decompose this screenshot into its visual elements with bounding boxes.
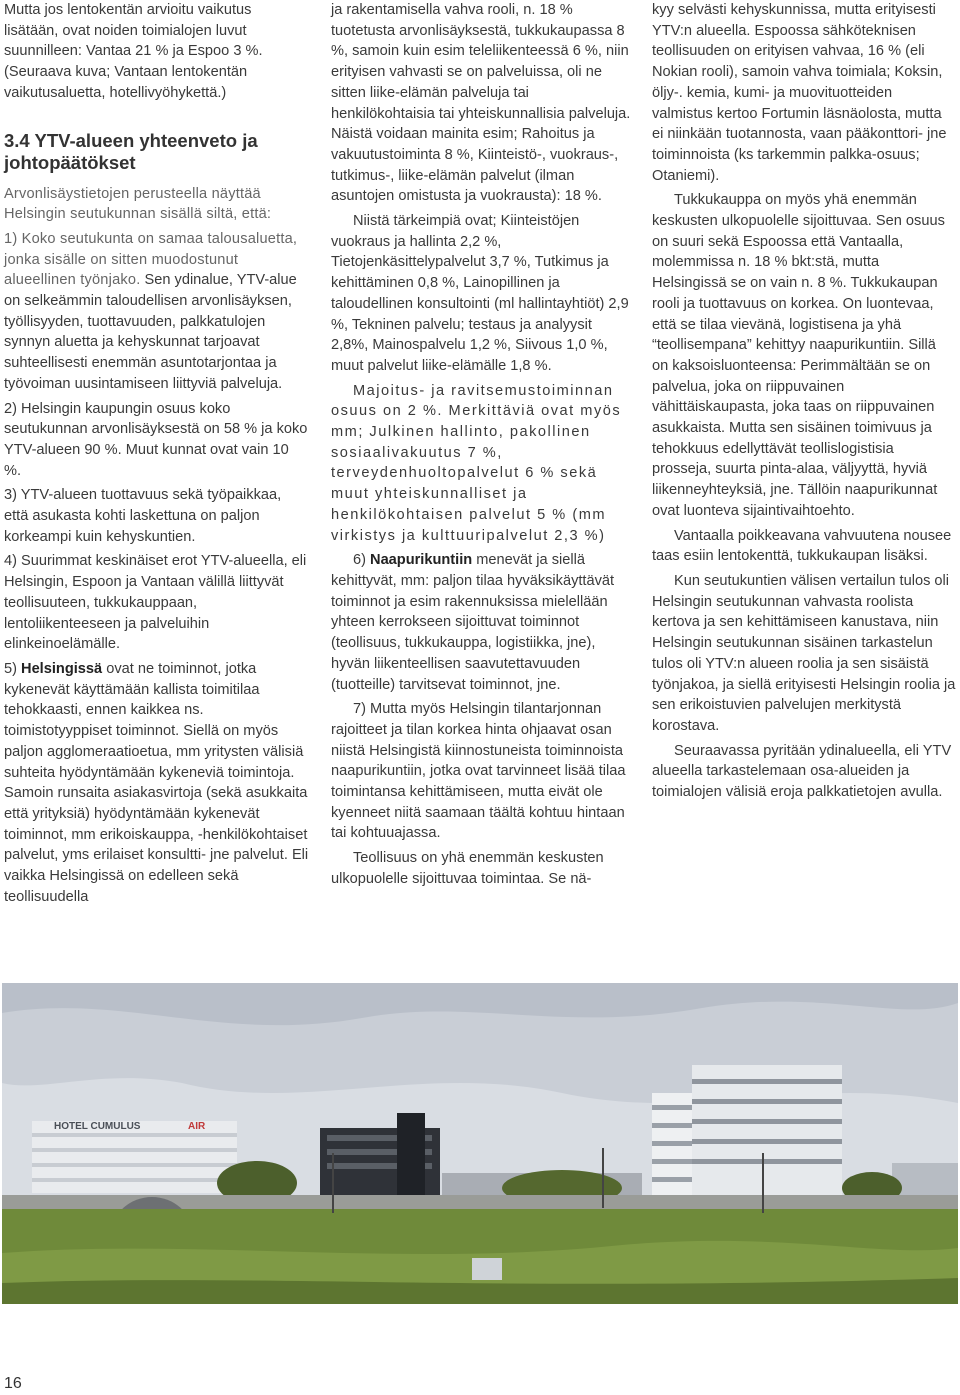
building-stripe [692, 1139, 842, 1144]
paragraph: 3) YTV-alueen tuottavuus sekä työpaikkaa, että asukasta kohti laskettuna on paljon korkeampi kuin kehyskuntien. [4, 487, 282, 545]
building-stripe [692, 1079, 842, 1084]
hotel-sign: HOTEL CUMULUS [54, 1121, 141, 1132]
dark-tower [397, 1113, 425, 1197]
photo-illustration [2, 983, 958, 1304]
section-heading: 3.4 YTV-alueen yhteenveto ja johtopäätökset [4, 129, 258, 173]
paragraph: 4) Suurimmat keskinäiset erot YTV-alueella, eli Helsingin, Espoon ja Vantaan välillä liittyvät teollisuuteen, tukkukauppaan, lentoliikenteeseen ja palveluihin elinkeinoelämälle. [4, 553, 307, 653]
building-stripe [32, 1133, 237, 1137]
paragraph [4, 659, 309, 907]
paragraph [331, 550, 631, 695]
page-number: 16 [4, 1375, 22, 1392]
lamp-post [332, 1153, 334, 1213]
paragraph: Majoitus- ja ravitsemustoiminnan osuus on 2 %. Merkittäviä ovat myös mm; Julkinen hallinto, pakollinen sosiaalivakuutus 7 %, terveydenhuoltopalvelut 6 % sekä muut yhteiskunnalliset ja henkilökohtaisen palvelut 5 % (mm virkistys ja kulttuuripalvelut 2,3 %) [331, 382, 622, 544]
paragraph [4, 229, 309, 395]
paragraph: ja rakentamisella vahva rooli, n. 18 % tuotetusta arvonlisäyksestä, tukkukaupassa 8 %, samoin kuin esim teleliikenteessä 6 %, niin erityisen vahvasti se on palveluissa, oli ne sitten liike-elämän palveluja tai henkilökohtaisia tai yhteiskunnallisia palveluja. Näistä voidaan mainita esim; Rahoitus ja vakuutustoiminta 8 %, Kiinteistö-, vuokraus-, tutkimus-, liike-elämän palvelut (ilman asuntojen omistusta ja vuokrausta): 18 %. [331, 2, 631, 205]
building-stripe [32, 1178, 237, 1182]
hotel-zone-photo [2, 983, 958, 1304]
paragraph: 7) Mutta myös Helsingin tilantarjonnan rajoitteet ja tilan korkea hinta ohjaavat osan niistä Helsingistä kiinnostuneista toiminnoista naapurikuntiin, jotka ovat tarvinneet lisää tilaa toimintansa kehittämiseen, mutta eivät ole kyenneet niitä saamaan täältä kohtuu hintaan tai kohtuuajassa. [331, 701, 626, 842]
highlight-naapurikuntiin: Naapurikuntiin [370, 552, 473, 569]
point-1-text: Sen ydinalue, YTV-alue on selkeämmin taloudellisen arvonlisäyksen, työllisyyden, tuottavuuden, palkkatulojen synnyn aluetta ja kehyskunnat tarjoavat suhteellisesti enemmän asuntotarjontaa ja työvoiman uusintamiseen liittyviä palveluja. [4, 272, 297, 392]
point-5-prefix: 5) [4, 660, 22, 677]
building-stripe [692, 1119, 842, 1124]
column-3 [652, 0, 956, 807]
paragraph: kyy selvästi kehyskunnissa, mutta erityisesti YTV:n alueella. Espoossa sähköteknisen teollisuuden on erityisen vahvaa, 16 % (eli Nokian rooli), samoin vahva toimiala; Koksin, öljy-. kemia, kumi- ja muovituotteiden valmistus kertoo Fortumin läsnäolosta, mutta ei niinkään tuotannosta, vaan pääkonttori- jne toiminnoista (ks tarkemmin palkka-osuus; Otaniemi). [652, 2, 947, 184]
building-stripe [692, 1159, 842, 1164]
white-office-tower [692, 1065, 842, 1205]
point-6-prefix: 6) [353, 552, 371, 569]
paragraph: 2) Helsingin kaupungin osuus koko seutukunnan arvonlisäyksestä on 58 % ja koko YTV-alueen 90 %. Muut kunnat ovat vain 10 %. [4, 400, 308, 479]
paragraph: Teollisuus on yhä enemmän keskusten ulkopuolelle sijoittuvaa toimintaa. Se nä- [331, 850, 604, 887]
highlight-helsingissa: Helsingissä [21, 660, 103, 677]
air-sign: AIR [188, 1121, 206, 1132]
column-1 [4, 0, 309, 911]
paragraph: Kun seutukuntien välisen vertailun tulos oli Helsingin seutukunnan vahvasta roolista kertova ja sen kehittämiseen kanustava, niin Helsingin seutukunnan sisäinen tarkastelun tulos oli YTV:n alueen roolia ja sen sisäistä työnjakoa, ja siellä erityisesti Helsingin roolia ja sen erikoistuvien palvelujen merkitystä korostava. [652, 572, 956, 734]
paragraph: Mutta jos lentokentän arvioitu vaikutus lisätään, ovat noiden toimialojen luvut suunnilleen: Vantaa 21 % ja Espoo 3 %. (Seuraava kuva; Vantaan lentokentän vaikutusaluetta, hotellivyöhykettä.) [4, 2, 263, 101]
point-6-text: menevät ja siellä kehittyvät, mm: paljon tilaa hyväksikäyttävät toiminnot ja esim rakennuksissa mielellään yhteen kerrokseen sijoittuvat toiminnot (teollisuus, tukkukauppa, logistiikka, jne), hyvän liikenteellisen saavutettavuuden (tuotteille) tarvitsevat toiminnot, jne. [331, 552, 615, 693]
lead-paragraph: Arvonlisäystietojen perusteella näyttää Helsingin seutukunnan sisällä siltä, että: [4, 185, 272, 223]
paragraph: Vantaalla poikkeavana vahvuutena nousee taas esiin lentokenttä, tukkukaupan lisäksi. [652, 527, 952, 565]
lamp-post [762, 1153, 764, 1213]
building-stripe [32, 1148, 237, 1152]
building-stripe [32, 1163, 237, 1167]
building-stripe [692, 1099, 842, 1104]
column-2 [331, 0, 631, 894]
point-1-lead: 1) Koko seutukunta on samaa talousaluetta, jonka sisälle on sitten muodostunut alueellinen työnjako. [4, 230, 298, 289]
paragraph: Niistä tärkeimpiä ovat; Kiinteistöjen vuokraus ja hallinta 2,2 %, Tietojenkäsittelypalvelut 3,7 %, Tutkimus ja kehittäminen 0,8 %, Lainopillinen ja taloudellinen konsultointi (ml hallintayhtiöt) 2,9 %, Tekninen palvelu; testaus ja analyysit 2,8%, Mainospalvelu 1,2 %, Siivous 1,0 %, muut palvelut liike-elämälle 1,8 %. [331, 213, 629, 374]
bus-shelter [472, 1258, 502, 1280]
point-5-text: ovat ne toiminnot, jotka kykenevät käyttämään kallista toimitilaa tehokkaasti, ennen kaikkea ns. toimistotyyppiset toiminnot. Siellä on myös paljon agglomeraatioetua, mm yritysten välisiä suhteita hyödyntämään kykeneviä toimintoja. Samoin runsaita asiakasvirtoja (sekä asukkaita että yrityksiä) hyödyntämään kykenevät toiminnot, mm erikoiskauppa, -henkilökohtaiset palvelut, yms erilaiset konsultti- jne palvelut. Eli vaikka Helsingissä on edelleen sekä teollisuudella [4, 660, 309, 905]
paragraph: Seuraavassa pyritään ydinalueella, eli YTV alueella tarkastelemaan osa-alueiden ja toimialojen välisiä eroja palkkatietojen avulla. [652, 742, 952, 801]
paragraph: Tukkukauppa on myös yhä enemmän keskusten ulkopuolelle sijoittuvaa. Sen osuus on suuri sekä Espoossa että Vantaalla, molemmissa n. 18 % bkt:stä, mutta Helsingissä se on vain n. 8 %. Tukkukaupan rooli ja tuottavuus on korkea. On luontevaa, että se tilaa vievänä, logistisena ja yhä “teollisempana” kehittyy naapurikuntiin. Sillä on kaksoisluonteensa: Perimmältään se on palvelua, joka on riippuvainen vähittäiskaupasta, joka taas on riippuvainen asukkaista. Mutta sen sisäinen toimivuus ja tehokkuus edellyttävät teollislogistisia prosseja, suurta pinta-alaa, väljyyttä, hyviä liikenneyhteyksiä, jne. Tällöin naapurikunnat ovat luonteva sijaintivaihtoehto. [652, 192, 945, 519]
lamp-post [602, 1148, 604, 1208]
